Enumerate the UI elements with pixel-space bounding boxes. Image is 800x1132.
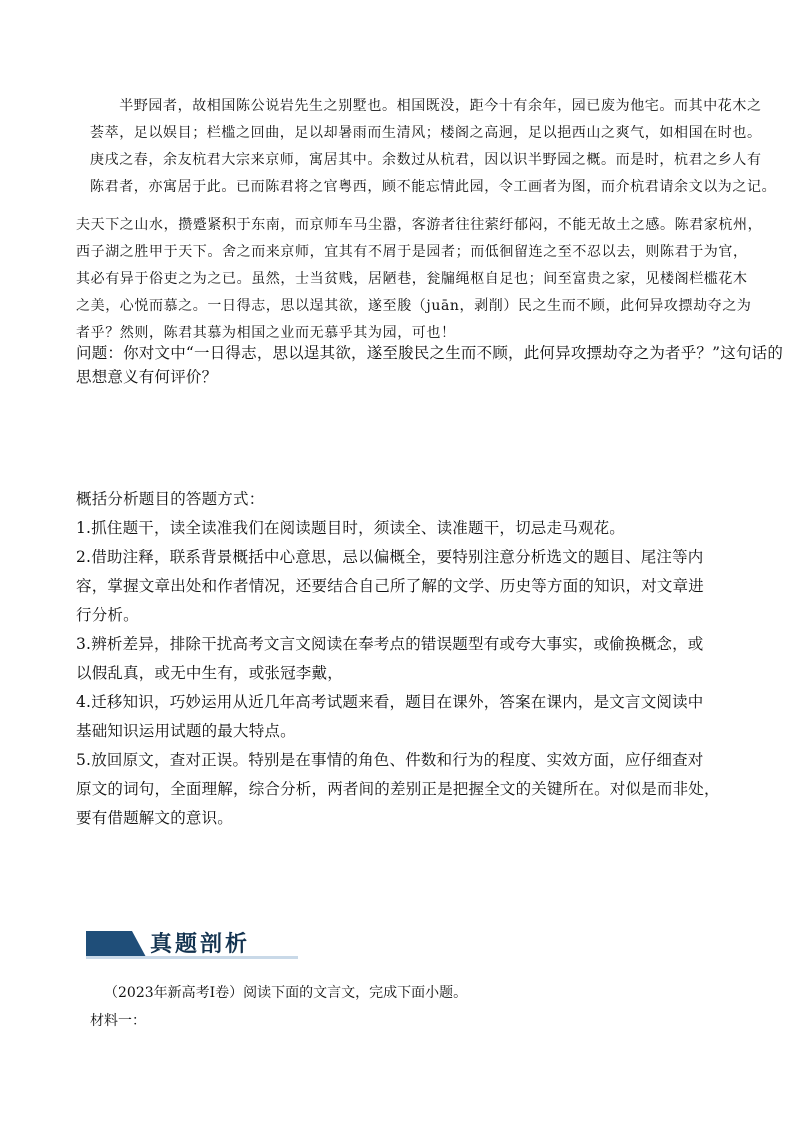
methods-line: 2.借助注释，联系背景概括中心意思，忌以偏概全，要特别注意分析选文的题目、尾注等内: [76, 548, 704, 566]
material-label-text: 材料一：: [90, 1013, 146, 1029]
passage-1-line: 庚戌之春，余友杭君大宗来京师，寓居其中。余数过从杭君，因以识半野园之概。而是时，杭君之乡人有: [90, 152, 762, 168]
methods-title: 概括分析题目的答题方式：: [76, 490, 265, 508]
section-heading: 真题剖析: [150, 931, 251, 957]
question-line: 思想意义有何评价？: [76, 368, 218, 386]
passage-1-line: 荟萃，足以娱目；栏槛之回曲，足以却暑雨而生清风；楼阁之高迥，足以挹西山之爽气，如相国在时也。: [90, 125, 762, 141]
methods-line: 以假乱真，或无中生有，或张冠李戴，: [76, 664, 343, 682]
methods-line: 行分析。: [76, 606, 139, 624]
methods-line: 要有借题解文的意识。: [76, 809, 234, 827]
methods-line: 1.抓住题干，读全读准我们在阅读题目时，须读全、读准题干，切忌走马观花。: [76, 519, 625, 537]
methods-line: 4.迁移知识，巧妙运用从近几年高考试题来看，题目在课外，答案在课内，是文言文阅读中: [76, 693, 704, 711]
methods-line: 基础知识运用试题的最大特点。: [76, 722, 296, 740]
passage-2-line: 之美，心悦而慕之。一日得志，思以逞其欲，遂至朘（juān，剥削）民之生而不顾，此何异攻摽劫夺之为: [76, 298, 752, 314]
question-line: 问题：你对文中“一日得志，思以逞其欲，遂至朘民之生而不顾，此何异攻摽劫夺之为者乎？”这句话的: [76, 344, 784, 362]
exam-intro-text: （2023年新高考Ⅰ卷）阅读下面的文言文，完成下面小题。: [104, 985, 468, 1001]
methods-line: 容，掌握文章出处和作者情况，还要结合自己所了解的文学、历史等方面的知识，对文章进: [76, 577, 705, 595]
passage-1-line: 半野园者，故相国陈公说岩先生之别墅也。相国既没，距今十有余年，园已废为他宅。而其中花木之: [90, 98, 762, 114]
passage-2-line: 西子湖之胜甲于天下。舍之而来京师，宜其有不屑于是园者；而低徊留连之至不忍以去，则陈君于为官，: [76, 244, 748, 260]
methods-line: 3.辨析差异，排除干扰高考文言文阅读在奉考点的错误题型有或夸大事实，或偷换概念，或: [76, 635, 704, 653]
passage-2-line: 其必有异于俗吏之为之已。虽然，士当贫贱，居陋巷，瓮牖绳枢自足也；间至富贵之家，见楼阁栏槛花木: [76, 271, 748, 287]
passage-2-line: 者乎？然则，陈君其慕为相国之业而无慕乎其为园，可也！: [76, 325, 456, 341]
passage-2-line: 夫天下之山水，攒蹙紧积于东南，而京师车马尘嚣，客游者往往萦纡郁闷，不能无故土之感。陈君家杭州，: [76, 217, 763, 233]
passage-1-line: 陈君者，亦寓居于此。已而陈君将之官粤西，顾不能忘情此园，令工画者为图，而介杭君请余文以为之记。: [90, 179, 777, 195]
methods-line: 原文的词句，全面理解，综合分析，两者间的差别正是把握全文的关键所在。对似是而非处，: [76, 780, 720, 798]
methods-line: 5.放回原文，查对正误。特别是在事情的角色、件数和行为的程度、实效方面，应仔细查对: [76, 751, 704, 769]
